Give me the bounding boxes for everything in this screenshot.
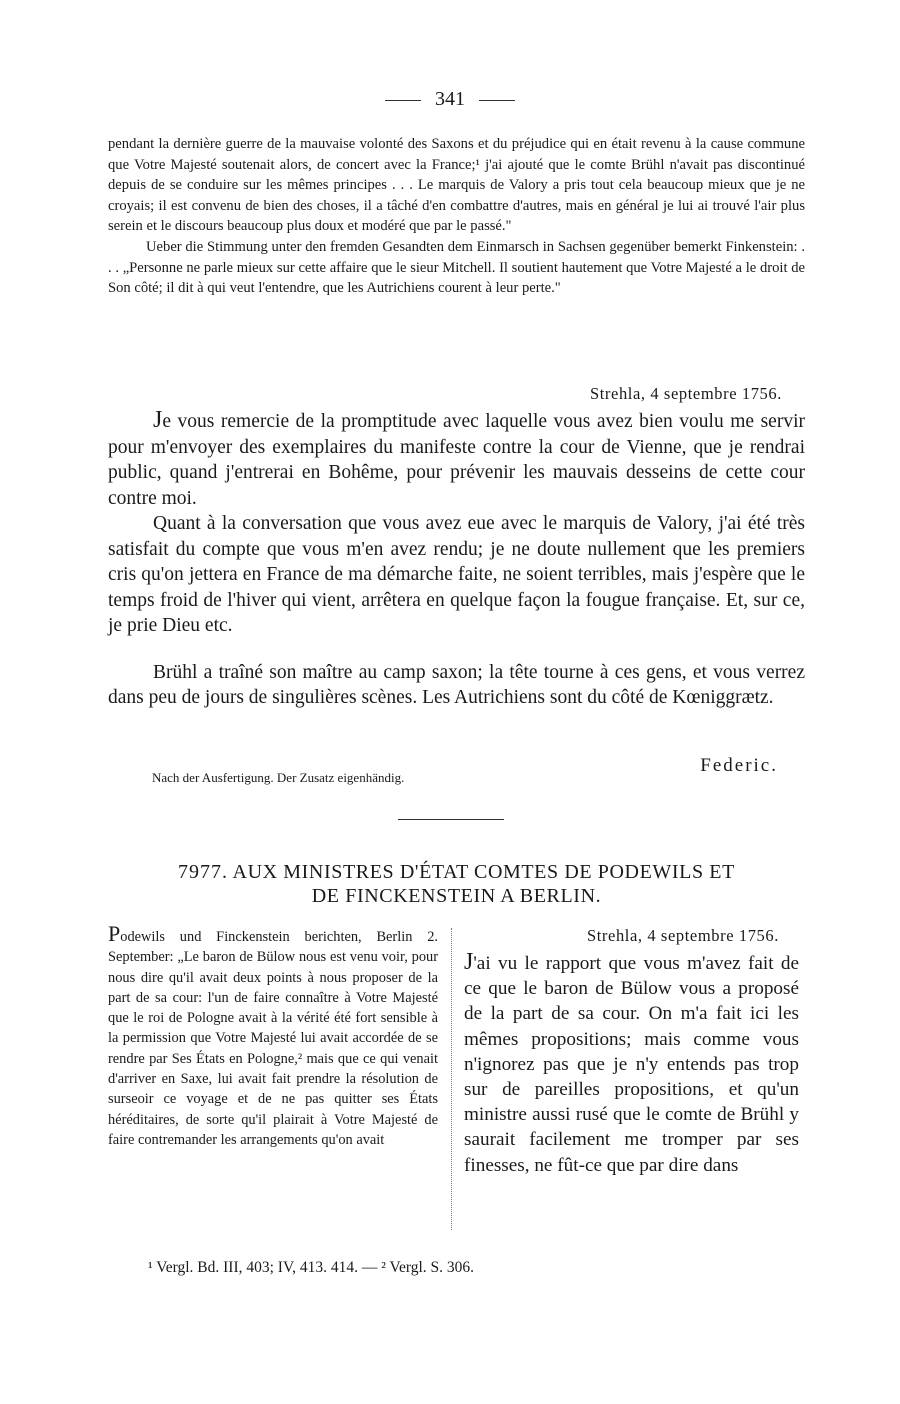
left-column-text: odewils und Finckenstein berichten, Berlin 2. September: „Le baron de Bülow nous est venu voir, pour nous dire qu'il avait deux points à nous proposer de la part de sa cour: l'un de faire connaître à Votre Majesté que le roi de Pologne avait à la vérité été fort sensible à la permission que Votre Majesté lui avait accordée de se rendre par Ses États en Pologne,² mais que ce qui venait d'arriver en Saxe, lui avait fait prendre la résolution de surseoir ce voyage et de ne pas quitter ses États héréditaires, de sorte qu'il plairait à Votre Majesté de faire contremander les arrangements qu'on avait [108,929,438,1148]
letter-paragraph-1 [108,408,805,511]
intro-report-excerpt [108,134,805,299]
page-header [0,88,900,111]
letter-paragraph-2: Quant à la conversation que vous avez eue avec le marquis de Valory, j'ai été très satisfait du compte que vous m'en avez rendu; je ne doute nullement que les premiers cris qu'on jettera en France de ma démarche faite, ne soient terribles, mais j'espère que le temps froid de l'hiver qui vient, arrêtera en quelque façon la fougue française. Et, sur ce, je prie Dieu etc. [108,513,805,636]
right-column-initial: J [464,949,474,975]
letter-paragraph-1-text: e vous remercie de la promptitude avec laquelle vous avez bien voulu me servir pour m'envoyer des exemplaires du manifeste contre la cour de Vienne, que je rendrai public, quand j'entrerai en Bohême, pour prévenir les mauvais desseins de cette cour contre moi. [108,411,805,509]
right-column-text: 'ai vu le rapport que vous m'avez fait de ce que le baron de Bülow vous a proposé de la part de sa cour. On m'a fait ici les mêmes propositions; mais comme vous n'ignorez pas que je n'y entends pas trop sur de pareilles propositions, et qu'un ministre aussi rusé que le comte de Brühl y saurait facilement me tromper par ses finesses, ne fût-ce que par dire dans [464,953,799,1176]
signature: Federic. [700,755,778,776]
letter-body [108,408,805,711]
letter-initial: J [153,407,163,433]
intro-paragraph-2: Ueber die Stimmung unter den fremden Gesandten dem Einmarsch in Sachsen gegenüber bemerkt Finkenstein: . . . „Personne ne parle mieux sur cette affaire que le sieur Mitchell. Il soutient hautement que Votre Majesté a le droit de Son côté; il dit à qui veut l'entendre, que les Autrichiens courent à leur perte." [108,238,805,297]
left-column-initial: P [108,921,121,946]
page-number: 341 [435,88,465,110]
right-column-body [464,950,799,1178]
section-heading [108,860,805,908]
section-divider [398,819,504,820]
section-title-line-1: AUX MINISTRES D'ÉTAT COMTES DE PODEWILS ET [232,861,735,883]
header-dash-left [385,100,421,101]
column-separator [451,928,452,1230]
intro-paragraph-1: pendant la dernière guerre de la mauvaise volonté des Saxons et du préjudice qui en était revenu à la cause commune que Votre Majesté soutenait alors, de concert avec la France;¹ j'ai ajouté que le comte Brühl n'avait pas discontinué depuis de se conduire sur les mêmes principes . . . Le marquis de Valory a pris tout cela beaucoup mieux que je ne croyais; il est convenu de bien des choses, il a tâché d'en combattre d'autres, mais en général je lui ai trouvé l'air plus serein et le discours beaucoup plus doux et modéré que par le passé." [108,136,805,235]
left-column-report [108,921,438,1150]
letter-postscript: Brühl a traîné son maître au camp saxon; la tête tourne à ces gens, et vous verrez dans peu de jours de singulières scènes. Les Autrichiens sont du côté de Kœniggrætz. [108,661,805,708]
footnotes: ¹ Vergl. Bd. III, 403; IV, 413. 414. — ² Vergl. S. 306. [148,1259,475,1276]
section-number: 7977. [178,861,229,883]
source-note: Nach der Ausfertigung. Der Zusatz eigenhändig. [152,770,405,785]
letter-dateline: Strehla, 4 septembre 1756. [589,384,782,403]
right-column-dateline: Strehla, 4 septembre 1756. [586,926,779,945]
section-title-line-2: DE FINCKENSTEIN A BERLIN. [311,885,602,907]
header-dash-right [479,100,515,101]
right-column-letter [464,926,799,1178]
